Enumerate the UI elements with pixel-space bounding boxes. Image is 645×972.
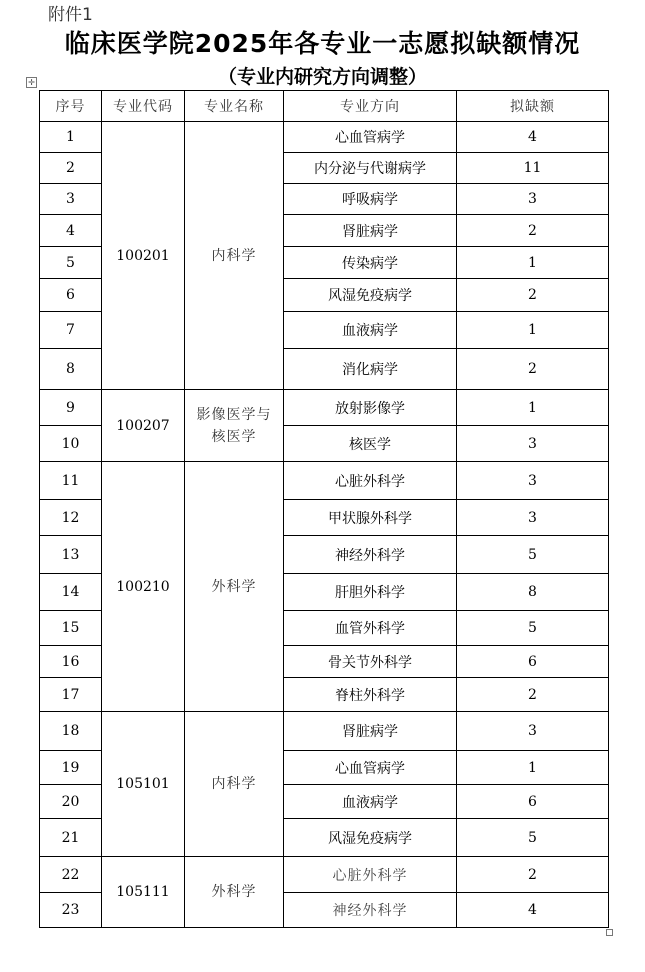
cell-seq: 7 bbox=[40, 312, 102, 349]
cell-direction: 神经外科学 bbox=[284, 893, 457, 928]
cell-seq: 14 bbox=[40, 574, 102, 611]
cell-direction: 血液病学 bbox=[284, 312, 457, 349]
table-row bbox=[40, 122, 609, 153]
table-row bbox=[40, 390, 609, 426]
cell-seq: 16 bbox=[40, 646, 102, 678]
cell-major-code: 100207 bbox=[102, 390, 185, 462]
cell-major-name bbox=[185, 712, 284, 857]
page-title: 临床医学院2025年各专业一志愿拟缺额情况 bbox=[64, 29, 581, 58]
cell-direction: 甲状腺外科学 bbox=[284, 500, 457, 536]
quota-table bbox=[39, 90, 609, 928]
header-quota: 拟缺额 bbox=[457, 91, 609, 122]
table-resize-handle-icon[interactable] bbox=[606, 929, 613, 936]
cell-direction: 神经外科学 bbox=[284, 536, 457, 574]
cell-seq: 6 bbox=[40, 279, 102, 312]
cell-seq: 9 bbox=[40, 390, 102, 426]
cell-quota: 1 bbox=[457, 390, 609, 426]
cell-seq: 1 bbox=[40, 122, 102, 153]
cell-seq: 20 bbox=[40, 785, 102, 819]
cell-quota: 6 bbox=[457, 785, 609, 819]
cell-seq: 22 bbox=[40, 857, 102, 893]
table-row bbox=[40, 462, 609, 500]
page-subtitle: （专业内研究方向调整） bbox=[217, 66, 427, 88]
cell-quota: 3 bbox=[457, 426, 609, 462]
cell-direction: 肾脏病学 bbox=[284, 712, 457, 751]
cell-direction: 风湿免疫病学 bbox=[284, 819, 457, 857]
cell-quota: 4 bbox=[457, 122, 609, 153]
cell-seq: 18 bbox=[40, 712, 102, 751]
cell-seq: 13 bbox=[40, 536, 102, 574]
cell-seq: 4 bbox=[40, 215, 102, 247]
major-name-line: 影像医学与 bbox=[196, 406, 272, 423]
cell-quota: 3 bbox=[457, 500, 609, 536]
cell-quota: 4 bbox=[457, 893, 609, 928]
cell-quota: 3 bbox=[457, 184, 609, 215]
cell-quota: 1 bbox=[457, 247, 609, 279]
cell-direction: 肾脏病学 bbox=[284, 215, 457, 247]
cell-direction: 肝胆外科学 bbox=[284, 574, 457, 611]
header-direction: 专业方向 bbox=[284, 91, 457, 122]
cell-seq: 23 bbox=[40, 893, 102, 928]
cell-major-name bbox=[185, 857, 284, 928]
cell-direction: 心血管病学 bbox=[284, 751, 457, 785]
table-row bbox=[40, 857, 609, 893]
cell-quota: 2 bbox=[457, 857, 609, 893]
cell-quota: 3 bbox=[457, 462, 609, 500]
cell-seq: 12 bbox=[40, 500, 102, 536]
table-body bbox=[40, 122, 609, 928]
cell-direction: 心脏外科学 bbox=[284, 857, 457, 893]
cell-quota: 11 bbox=[457, 153, 609, 184]
cell-quota: 8 bbox=[457, 574, 609, 611]
cell-direction: 血管外科学 bbox=[284, 611, 457, 646]
major-name-line: 外科学 bbox=[211, 578, 257, 595]
cell-direction: 内分泌与代谢病学 bbox=[284, 153, 457, 184]
cell-direction: 风湿免疫病学 bbox=[284, 279, 457, 312]
cell-quota: 5 bbox=[457, 611, 609, 646]
cell-quota: 2 bbox=[457, 349, 609, 390]
major-name-line: 内科学 bbox=[211, 776, 257, 792]
cell-quota: 1 bbox=[457, 751, 609, 785]
attachment-label: 附件1 bbox=[48, 5, 93, 25]
cell-seq: 5 bbox=[40, 247, 102, 279]
cell-direction: 核医学 bbox=[284, 426, 457, 462]
cell-direction: 血液病学 bbox=[284, 785, 457, 819]
cell-seq: 19 bbox=[40, 751, 102, 785]
cell-seq: 15 bbox=[40, 611, 102, 646]
header-name: 专业名称 bbox=[185, 91, 284, 122]
cell-seq: 8 bbox=[40, 349, 102, 390]
major-name-line: 内科学 bbox=[211, 247, 257, 264]
cell-quota: 5 bbox=[457, 536, 609, 574]
table-move-handle-icon[interactable]: ✛ bbox=[26, 77, 37, 88]
cell-quota: 1 bbox=[457, 312, 609, 349]
major-name-line: 核医学 bbox=[211, 428, 257, 445]
cell-seq: 17 bbox=[40, 678, 102, 712]
header-seq: 序号 bbox=[40, 91, 102, 122]
cell-direction: 放射影像学 bbox=[284, 390, 457, 426]
cell-major-name bbox=[185, 122, 284, 390]
cell-direction: 骨关节外科学 bbox=[284, 646, 457, 678]
cell-quota: 5 bbox=[457, 819, 609, 857]
cell-quota: 6 bbox=[457, 646, 609, 678]
cell-major-code: 100201 bbox=[102, 122, 185, 390]
cell-major-name bbox=[185, 390, 284, 462]
cell-major-name bbox=[185, 462, 284, 712]
cell-quota: 3 bbox=[457, 712, 609, 751]
cell-direction: 呼吸病学 bbox=[284, 184, 457, 215]
cell-seq: 21 bbox=[40, 819, 102, 857]
cell-major-code: 100210 bbox=[102, 462, 185, 712]
table-header-row bbox=[40, 91, 609, 122]
table-row bbox=[40, 712, 609, 751]
cell-seq: 3 bbox=[40, 184, 102, 215]
cell-seq: 10 bbox=[40, 426, 102, 462]
cell-direction: 脊柱外科学 bbox=[284, 678, 457, 712]
cell-quota: 2 bbox=[457, 279, 609, 312]
cell-direction: 心脏外科学 bbox=[284, 462, 457, 500]
cell-direction: 传染病学 bbox=[284, 247, 457, 279]
major-name-line: 外科学 bbox=[211, 884, 257, 900]
cell-direction: 消化病学 bbox=[284, 349, 457, 390]
cell-major-code: 105101 bbox=[102, 712, 185, 857]
cell-major-code: 105111 bbox=[102, 857, 185, 928]
cell-quota: 2 bbox=[457, 215, 609, 247]
cell-seq: 11 bbox=[40, 462, 102, 500]
cell-seq: 2 bbox=[40, 153, 102, 184]
cell-direction: 心血管病学 bbox=[284, 122, 457, 153]
cell-quota: 2 bbox=[457, 678, 609, 712]
header-code: 专业代码 bbox=[102, 91, 185, 122]
